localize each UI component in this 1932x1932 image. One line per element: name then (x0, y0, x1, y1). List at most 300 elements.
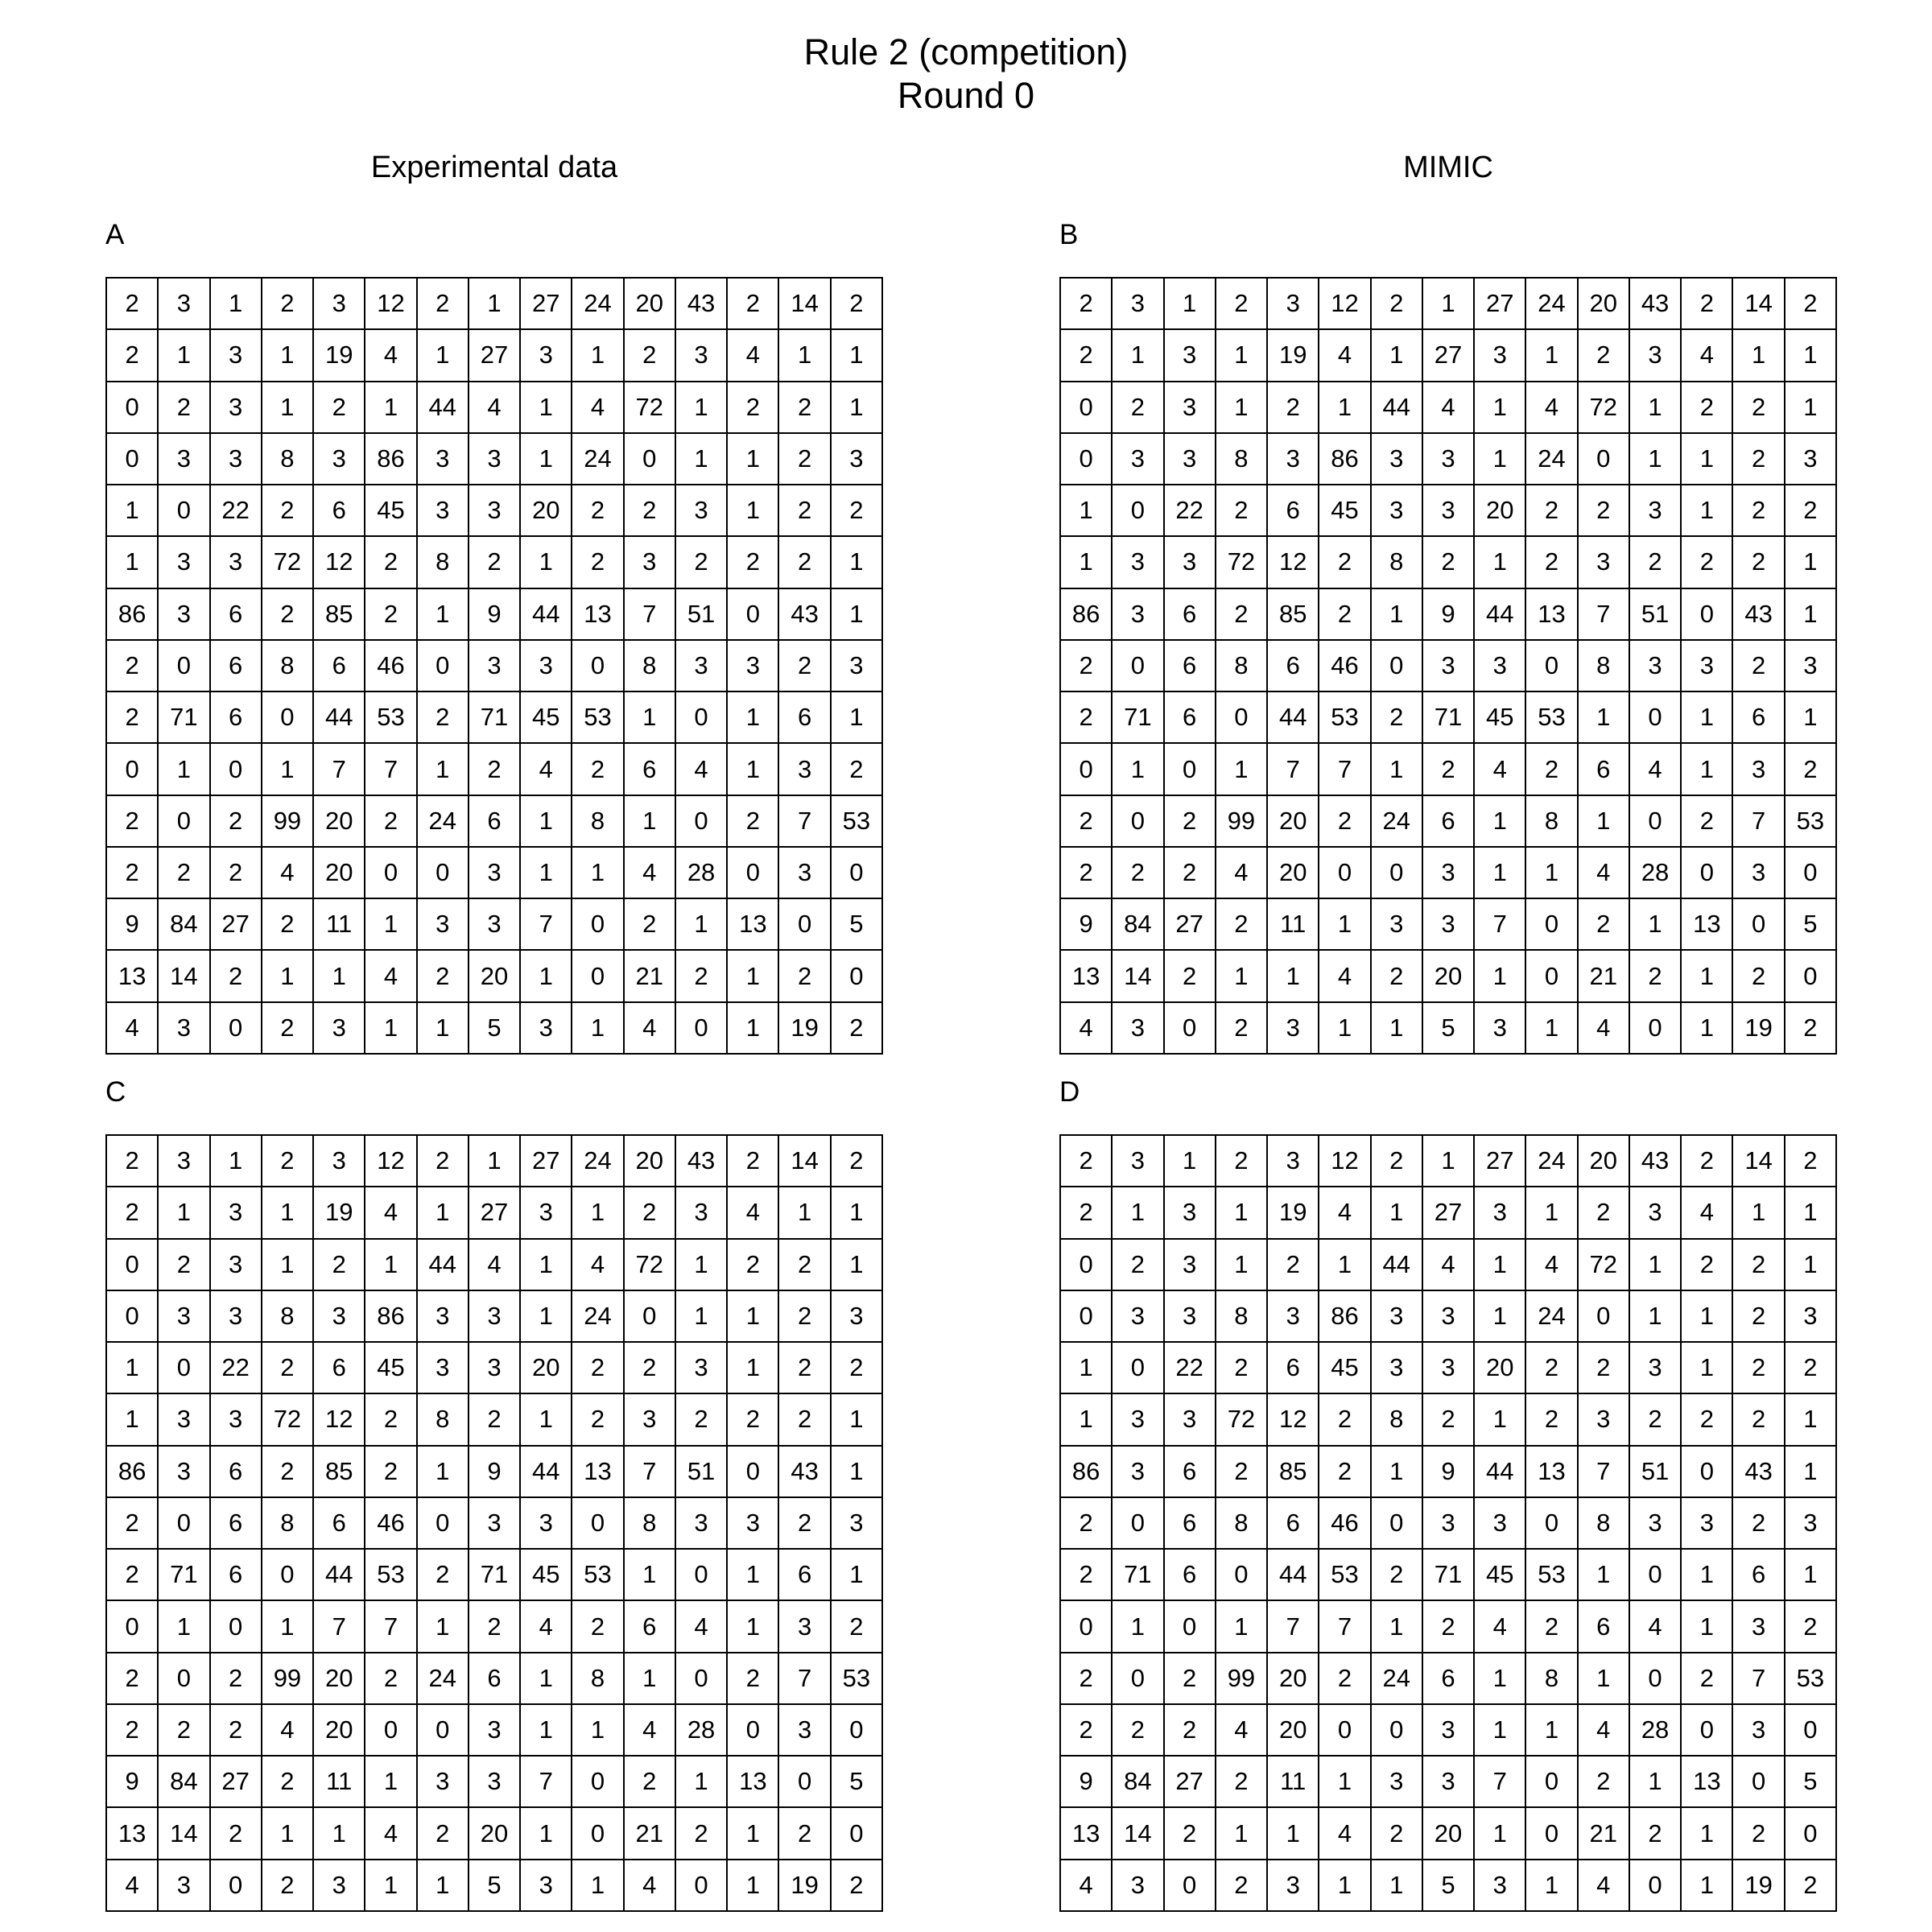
table-cell: 2 (1216, 1757, 1268, 1808)
table-cell: 3 (159, 1136, 210, 1187)
table-cell: 1 (418, 1447, 469, 1498)
table-cell: 20 (314, 1705, 365, 1757)
table-cell: 86 (1319, 434, 1371, 485)
table-cell: 8 (625, 641, 676, 692)
table-cell: 2 (779, 1343, 831, 1394)
table-cell: 2 (1319, 589, 1371, 641)
table-cell: 1 (1475, 434, 1526, 485)
table-cell: 3 (1268, 1003, 1319, 1055)
table-cell: 3 (469, 1291, 521, 1343)
table-cell: 0 (1682, 1705, 1733, 1757)
table-cell: 20 (625, 279, 676, 330)
table-cell: 2 (625, 899, 676, 951)
table-cell: 3 (1113, 1291, 1164, 1343)
table-cell: 3 (521, 1498, 572, 1550)
table-cell: 8 (262, 434, 314, 485)
table-cell: 3 (832, 1498, 883, 1550)
table-cell: 6 (1165, 1447, 1216, 1498)
table-cell: 1 (1526, 1705, 1578, 1757)
table-cell: 6 (211, 641, 262, 692)
table-cell: 1 (1733, 330, 1785, 382)
table-cell: 3 (159, 1860, 210, 1912)
table-cell: 0 (1630, 796, 1682, 848)
table-cell: 4 (1630, 744, 1682, 795)
table-cell: 2 (728, 537, 779, 588)
table-cell: 0 (572, 641, 624, 692)
table-cell: 2 (1423, 537, 1475, 588)
table-cell: 5 (1785, 1757, 1837, 1808)
table-cell: 1 (832, 537, 883, 588)
table-cell: 72 (1216, 537, 1268, 588)
table-cell: 1 (314, 1808, 365, 1860)
table-cell: 1 (107, 1343, 159, 1394)
table-cell: 0 (159, 1653, 210, 1705)
table-cell: 0 (1061, 1601, 1113, 1653)
table-cell: 3 (159, 589, 210, 641)
table-cell: 19 (314, 1187, 365, 1239)
table-cell: 53 (572, 1550, 624, 1601)
table-cell: 0 (1630, 1003, 1682, 1055)
table-cell: 3 (314, 279, 365, 330)
table-cell: 3 (1423, 641, 1475, 692)
table-cell: 44 (1372, 382, 1423, 434)
table-cell: 0 (107, 1601, 159, 1653)
table-cell: 2 (107, 279, 159, 330)
table-cell: 1 (1372, 1447, 1423, 1498)
table-cell: 12 (1268, 537, 1319, 588)
table-cell: 3 (159, 1394, 210, 1446)
table-cell: 0 (1526, 1757, 1578, 1808)
table-cell: 4 (728, 1187, 779, 1239)
table-cell: 0 (1630, 1653, 1682, 1705)
table-cell: 2 (625, 1757, 676, 1808)
table-cell: 3 (1579, 1394, 1630, 1446)
table-cell: 44 (1475, 589, 1526, 641)
table-cell: 6 (1268, 485, 1319, 537)
table-cell: 8 (1579, 641, 1630, 692)
table-cell: 2 (1165, 1808, 1216, 1860)
table-cell: 0 (1526, 951, 1578, 1002)
table-cell: 6 (211, 1498, 262, 1550)
table-cell: 2 (728, 1136, 779, 1187)
table-cell: 4 (625, 848, 676, 899)
table-cell: 2 (1579, 485, 1630, 537)
table-cell: 2 (1785, 1601, 1837, 1653)
table-cell: 0 (1372, 1705, 1423, 1757)
table-cell: 4 (521, 744, 572, 795)
table-cell: 1 (1733, 1187, 1785, 1239)
table-cell: 72 (625, 382, 676, 434)
table-cell: 2 (625, 1343, 676, 1394)
table-cell: 2 (262, 1343, 314, 1394)
table-cell: 2 (1061, 1498, 1113, 1550)
table-cell: 4 (365, 330, 417, 382)
table-cell: 4 (521, 1601, 572, 1653)
table-cell: 12 (1319, 279, 1371, 330)
table-cell: 2 (1526, 1343, 1578, 1394)
table-cell: 3 (1475, 1187, 1526, 1239)
table-cell: 2 (1423, 1601, 1475, 1653)
table-cell: 2 (1682, 1240, 1733, 1291)
table-cell: 3 (1268, 1291, 1319, 1343)
table-cell: 1 (1579, 1653, 1630, 1705)
table-cell: 4 (676, 1601, 728, 1653)
table-cell: 2 (365, 1653, 417, 1705)
table-cell: 0 (365, 1705, 417, 1757)
table-cell: 3 (469, 848, 521, 899)
table-cell: 2 (107, 692, 159, 744)
table-cell: 1 (469, 279, 521, 330)
table-cell: 3 (1630, 1498, 1682, 1550)
table-cell: 2 (1216, 1860, 1268, 1912)
table-cell: 6 (1165, 589, 1216, 641)
table-cell: 1 (1319, 1003, 1371, 1055)
table-cell: 0 (1733, 1757, 1785, 1808)
table-cell: 1 (1579, 1550, 1630, 1601)
table-cell: 0 (365, 848, 417, 899)
table-cell: 2 (1113, 1705, 1164, 1757)
table-cell: 2 (1061, 1653, 1113, 1705)
table-cell: 14 (1113, 951, 1164, 1002)
table-cell: 43 (1630, 279, 1682, 330)
table-cell: 0 (1061, 382, 1113, 434)
table-cell: 71 (1113, 1550, 1164, 1601)
table-cell: 3 (1733, 848, 1785, 899)
table-cell: 20 (1268, 1653, 1319, 1705)
table-cell: 3 (779, 1705, 831, 1757)
table-cell: 0 (1733, 899, 1785, 951)
table-cell: 0 (211, 1003, 262, 1055)
table-cell: 2 (262, 1757, 314, 1808)
table-cell: 24 (418, 796, 469, 848)
table-cell: 45 (521, 1550, 572, 1601)
table-cell: 21 (625, 1808, 676, 1860)
table-cell: 1 (107, 537, 159, 588)
table-cell: 0 (1216, 1550, 1268, 1601)
table-cell: 12 (314, 1394, 365, 1446)
table-cell: 1 (159, 1601, 210, 1653)
table-cell: 0 (728, 1705, 779, 1757)
table-cell: 6 (314, 1343, 365, 1394)
table-cell: 3 (521, 1187, 572, 1239)
table-cell: 2 (365, 796, 417, 848)
table-cell: 1 (832, 1187, 883, 1239)
table-cell: 45 (1475, 1550, 1526, 1601)
table-cell: 1 (418, 1601, 469, 1653)
table-cell: 4 (1579, 848, 1630, 899)
table-cell: 2 (262, 1003, 314, 1055)
table-cell: 1 (1475, 1808, 1526, 1860)
table-cell: 6 (314, 485, 365, 537)
table-cell: 44 (1268, 1550, 1319, 1601)
table-cell: 44 (1475, 1447, 1526, 1498)
table-cell: 3 (676, 485, 728, 537)
table-cell: 8 (1372, 1394, 1423, 1446)
table-cell: 22 (211, 1343, 262, 1394)
table-cell: 1 (314, 951, 365, 1002)
table-cell: 1 (1526, 330, 1578, 382)
table-cell: 5 (832, 899, 883, 951)
panel-label-c: C (105, 1076, 126, 1108)
table-cell: 1 (572, 1860, 624, 1912)
table-cell: 4 (262, 1705, 314, 1757)
table-cell: 7 (365, 1601, 417, 1653)
table-cell: 2 (572, 744, 624, 795)
table-cell: 4 (469, 382, 521, 434)
table-cell: 3 (521, 1860, 572, 1912)
table-cell: 45 (521, 692, 572, 744)
table-cell: 3 (159, 434, 210, 485)
table-cell: 85 (314, 1447, 365, 1498)
table-cell: 3 (1372, 1291, 1423, 1343)
table-cell: 2 (418, 1808, 469, 1860)
table-cell: 2 (625, 330, 676, 382)
table-cell: 3 (1475, 1860, 1526, 1912)
table-cell: 3 (521, 330, 572, 382)
table-cell: 5 (1785, 899, 1837, 951)
table-cell: 44 (314, 692, 365, 744)
table-cell: 1 (365, 382, 417, 434)
table-cell: 3 (1268, 1136, 1319, 1187)
table-cell: 1 (1319, 382, 1371, 434)
table-cell: 9 (469, 1447, 521, 1498)
table-cell: 0 (1113, 1343, 1164, 1394)
table-cell: 2 (1630, 951, 1682, 1002)
table-cell: 0 (418, 1498, 469, 1550)
table-cell: 4 (1579, 1705, 1630, 1757)
table-cell: 22 (1165, 485, 1216, 537)
table-cell: 6 (211, 589, 262, 641)
table-cell: 2 (1165, 951, 1216, 1002)
table-cell: 53 (832, 1653, 883, 1705)
table-cell: 2 (779, 434, 831, 485)
table-cell: 2 (1682, 279, 1733, 330)
table-cell: 0 (1165, 1003, 1216, 1055)
table-cell: 2 (1733, 434, 1785, 485)
table-cell: 1 (1113, 1187, 1164, 1239)
table-cell: 1 (1475, 951, 1526, 1002)
table-cell: 2 (1165, 796, 1216, 848)
table-cell: 84 (1113, 1757, 1164, 1808)
table-cell: 2 (262, 1447, 314, 1498)
table-cell: 3 (1630, 1343, 1682, 1394)
table-cell: 85 (1268, 1447, 1319, 1498)
table-cell: 27 (1475, 279, 1526, 330)
table-cell: 86 (1061, 589, 1113, 641)
table-cell: 6 (469, 1653, 521, 1705)
table-cell: 2 (1785, 744, 1837, 795)
table-cell: 0 (1682, 589, 1733, 641)
table-cell: 28 (676, 848, 728, 899)
table-cell: 13 (1061, 1808, 1113, 1860)
table-cell: 3 (832, 641, 883, 692)
table-cell: 2 (1372, 951, 1423, 1002)
table-cell: 0 (676, 796, 728, 848)
table-cell: 3 (1682, 1498, 1733, 1550)
table-cell: 0 (1113, 1653, 1164, 1705)
table-cell: 53 (1526, 692, 1578, 744)
table-cell: 86 (1061, 1447, 1113, 1498)
table-cell: 0 (1113, 485, 1164, 537)
table-cell: 3 (1733, 1705, 1785, 1757)
table-cell: 3 (1372, 434, 1423, 485)
table-cell: 99 (1216, 796, 1268, 848)
table-cell: 3 (159, 1447, 210, 1498)
table-cell: 3 (1630, 1187, 1682, 1239)
table-cell: 1 (1526, 848, 1578, 899)
table-cell: 53 (1526, 1550, 1578, 1601)
table-cell: 0 (1216, 692, 1268, 744)
table-cell: 3 (211, 1291, 262, 1343)
table-cell: 2 (1682, 1394, 1733, 1446)
table-cell: 24 (418, 1653, 469, 1705)
table-cell: 46 (1319, 1498, 1371, 1550)
table-cell: 0 (1061, 434, 1113, 485)
table-cell: 3 (1423, 1757, 1475, 1808)
table-cell: 12 (1319, 1136, 1371, 1187)
table-cell: 6 (779, 1550, 831, 1601)
table-cell: 0 (676, 1860, 728, 1912)
table-cell: 0 (832, 1808, 883, 1860)
table-cell: 1 (1785, 1447, 1837, 1498)
table-cell: 1 (572, 1705, 624, 1757)
table-cell: 3 (676, 1343, 728, 1394)
table-cell: 1 (1630, 382, 1682, 434)
table-cell: 13 (1682, 899, 1733, 951)
table-cell: 43 (779, 1447, 831, 1498)
table-cell: 72 (625, 1240, 676, 1291)
table-cell: 2 (1319, 796, 1371, 848)
table-cell: 2 (314, 1240, 365, 1291)
table-cell: 0 (1682, 848, 1733, 899)
table-cell: 4 (107, 1003, 159, 1055)
table-cell: 53 (832, 796, 883, 848)
table-cell: 84 (159, 899, 210, 951)
table-cell: 84 (159, 1757, 210, 1808)
table-cell: 3 (314, 1860, 365, 1912)
table-cell: 2 (1061, 1187, 1113, 1239)
table-cell: 2 (159, 848, 210, 899)
table-cell: 3 (1113, 1447, 1164, 1498)
table-cell: 0 (211, 1601, 262, 1653)
table-cell: 0 (1061, 1240, 1113, 1291)
table-cell: 8 (1216, 1291, 1268, 1343)
table-cell: 2 (211, 848, 262, 899)
table-cell: 0 (1113, 1498, 1164, 1550)
table-cell: 7 (1475, 1757, 1526, 1808)
table-cell: 1 (1785, 537, 1837, 588)
table-cell: 2 (1423, 744, 1475, 795)
table-cell: 2 (107, 1705, 159, 1757)
table-cell: 1 (676, 1291, 728, 1343)
table-cell: 6 (1733, 1550, 1785, 1601)
table-cell: 1 (1526, 1187, 1578, 1239)
table-cell: 3 (1372, 485, 1423, 537)
table-cell: 6 (1579, 744, 1630, 795)
table-cell: 1 (1113, 330, 1164, 382)
table-cell: 1 (262, 1187, 314, 1239)
table-cell: 2 (1061, 1705, 1113, 1757)
table-cell: 3 (1785, 434, 1837, 485)
table-cell: 1 (1630, 899, 1682, 951)
table-cell: 2 (469, 1394, 521, 1446)
table-cell: 3 (469, 1343, 521, 1394)
table-cell: 3 (1630, 330, 1682, 382)
table-cell: 3 (1682, 641, 1733, 692)
table-cell: 2 (1526, 1601, 1578, 1653)
table-cell: 2 (832, 1003, 883, 1055)
table-cell: 2 (676, 1394, 728, 1446)
table-cell: 2 (1061, 848, 1113, 899)
table-cell: 2 (1113, 382, 1164, 434)
table-cell: 9 (1423, 589, 1475, 641)
table-cell: 7 (314, 1601, 365, 1653)
table-cell: 45 (1475, 692, 1526, 744)
table-cell: 72 (1216, 1394, 1268, 1446)
table-cell: 0 (107, 382, 159, 434)
table-cell: 0 (211, 1860, 262, 1912)
table-cell: 27 (1165, 1757, 1216, 1808)
table-cell: 7 (1579, 589, 1630, 641)
table-cell: 3 (469, 1705, 521, 1757)
table-cell: 0 (211, 744, 262, 795)
table-cell: 53 (1319, 692, 1371, 744)
table-cell: 2 (107, 1187, 159, 1239)
table-cell: 1 (521, 1240, 572, 1291)
table-cell: 44 (521, 589, 572, 641)
table-cell: 3 (469, 641, 521, 692)
table-cell: 3 (1113, 1860, 1164, 1912)
table-cell: 2 (1061, 1550, 1113, 1601)
table-cell: 3 (1630, 485, 1682, 537)
table-cell: 6 (1165, 692, 1216, 744)
table-cell: 2 (1319, 1394, 1371, 1446)
table-cell: 19 (314, 330, 365, 382)
table-cell: 4 (572, 1240, 624, 1291)
table-cell: 14 (779, 1136, 831, 1187)
table-cell: 24 (572, 1136, 624, 1187)
table-cell: 1 (1475, 1394, 1526, 1446)
table-cell: 2 (1733, 1498, 1785, 1550)
table-cell: 27 (1165, 899, 1216, 951)
table-cell: 20 (1423, 951, 1475, 1002)
table-cell: 0 (159, 796, 210, 848)
table-cell: 4 (1319, 951, 1371, 1002)
table-cell: 0 (832, 951, 883, 1002)
table-cell: 1 (1319, 1757, 1371, 1808)
table-cell: 2 (418, 692, 469, 744)
table-cell: 3 (418, 485, 469, 537)
table-cell: 2 (1165, 1653, 1216, 1705)
table-cell: 84 (1113, 899, 1164, 951)
table-cell: 22 (211, 485, 262, 537)
table-cell: 20 (521, 485, 572, 537)
table-cell: 0 (1785, 1808, 1837, 1860)
table-cell: 72 (1579, 1240, 1630, 1291)
table-cell: 1 (1423, 1136, 1475, 1187)
table-cell: 27 (521, 279, 572, 330)
table-cell: 3 (1372, 1757, 1423, 1808)
table-cell: 1 (1579, 796, 1630, 848)
table-cell: 4 (1319, 1808, 1371, 1860)
table-cell: 2 (832, 744, 883, 795)
table-cell: 13 (572, 589, 624, 641)
table-cell: 2 (107, 1550, 159, 1601)
table-cell: 1 (262, 951, 314, 1002)
table-cell: 2 (572, 1601, 624, 1653)
table-cell: 1 (728, 1860, 779, 1912)
table-cell: 7 (1319, 1601, 1371, 1653)
